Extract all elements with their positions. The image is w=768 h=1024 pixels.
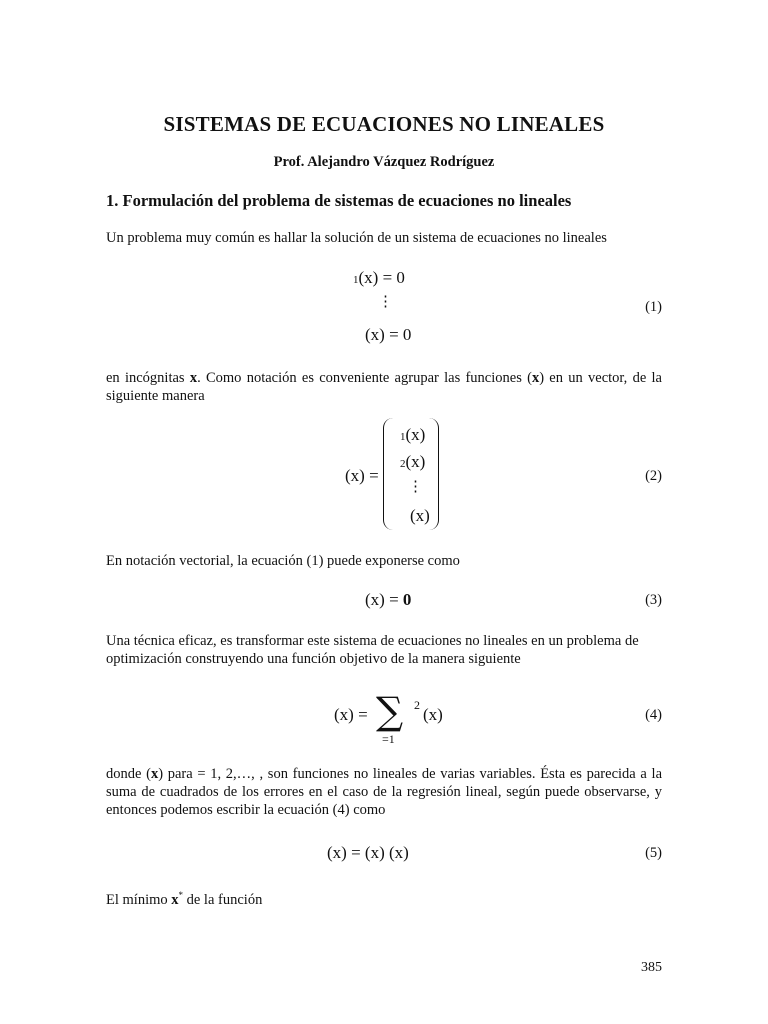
equation-number-2: (2)	[645, 468, 662, 484]
equation-4-lhs: (x) =	[334, 705, 368, 724]
paragraph-vector-notation: En notación vectorial, la ecuación (1) puede exponerse como	[106, 553, 460, 569]
equation-1-line-1	[353, 268, 405, 288]
vector-entry-1: 1(x)	[400, 425, 426, 444]
subscript-1: 1	[353, 274, 359, 286]
paragraph-notation: en incógnitas x. Como notación es conveniente agrupar las funciones (x) en un vector, de la siguiente manera	[106, 370, 662, 404]
paragraph-technique: Una técnica eficaz, es transformar este sistema de ecuaciones no lineales en un problema de optimización construyendo una función objetivo de la manera siguiente	[106, 633, 639, 667]
vector-vdots: ⋮	[408, 479, 423, 495]
equation-5: (x) = (x) (x)	[327, 843, 409, 862]
equation-1-lhs-1: (x) = 0	[358, 268, 405, 287]
vector-entry-2: 2(x)	[400, 452, 426, 471]
vector-entry-n: (x)	[410, 506, 430, 525]
paragraph-where: donde (x) para = 1, 2,…, , son funciones no lineales de varias variables. Ésta es parecida a la suma de cuadrados de los errores en el caso de la regresión lineal, según puede observarse, y entonces podemos escribir la ecuación (4) como	[106, 766, 663, 818]
superscript-2: 2	[414, 698, 420, 712]
left-bracket	[383, 418, 394, 530]
paragraph-intro: Un problema muy común es hallar la solución de un sistema de ecuaciones no lineales	[106, 230, 607, 246]
equation-number-3: (3)	[645, 592, 662, 608]
vertical-dots: ⋮	[378, 294, 393, 310]
author-line: Prof. Alejandro Vázquez Rodríguez	[273, 154, 495, 170]
paragraph-minimum: El mínimo x* de la función	[106, 890, 263, 908]
equation-number-5: (5)	[645, 845, 662, 861]
summation-lower-limit: =1	[382, 732, 395, 746]
page-number: 385	[641, 960, 662, 975]
equation-number-1: (1)	[645, 299, 662, 315]
equation-4-rhs: (x)	[423, 705, 443, 724]
page-title: SISTEMAS DE ECUACIONES NO LINEALES	[163, 112, 605, 136]
equation-3: (x) = 0	[365, 590, 412, 609]
equation-2-lhs: (x) =	[345, 466, 379, 485]
section-heading: 1. Formulación del problema de sistemas de ecuaciones no lineales	[106, 191, 572, 210]
equation-1-line-2: (x) = 0	[365, 325, 412, 344]
equation-number-4: (4)	[645, 707, 662, 723]
summation-symbol: ∑	[376, 689, 404, 733]
